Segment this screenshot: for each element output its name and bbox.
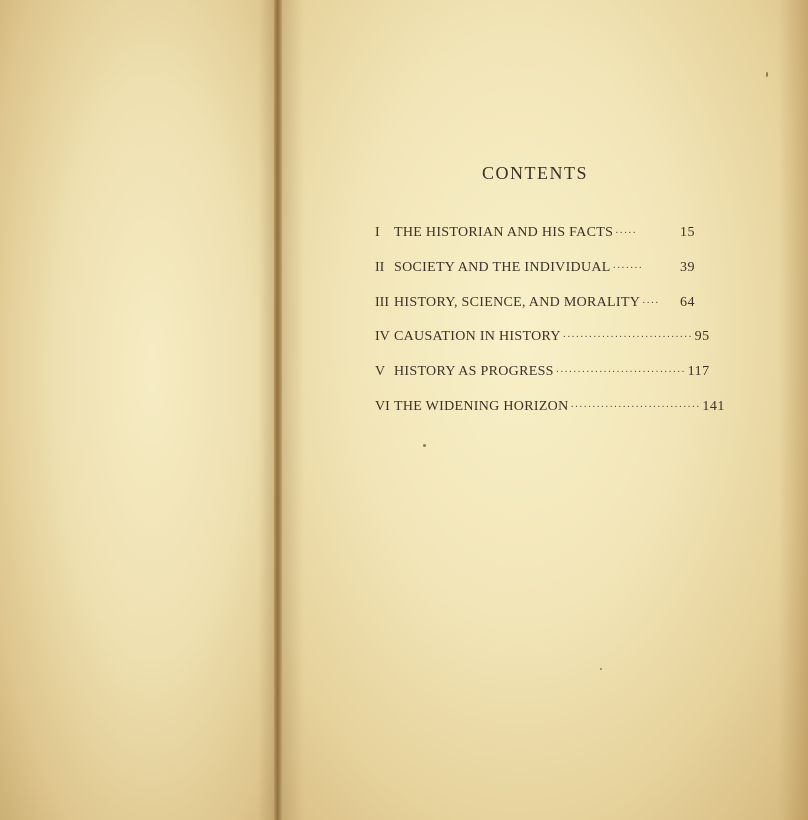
toc-entry	[375, 329, 710, 364]
table-of-contents	[375, 225, 725, 434]
chapter-number: III	[375, 294, 389, 310]
toc-entry	[375, 364, 710, 399]
paper-speck	[423, 444, 426, 447]
dot-leader: ·······	[612, 262, 643, 274]
toc-entry	[375, 398, 725, 434]
page-number: 15	[680, 225, 695, 240]
chapter-number: VI	[375, 398, 390, 414]
chapter-title: THE WIDENING HORIZON	[394, 398, 569, 414]
toc-entry	[375, 260, 695, 295]
chapter-title: HISTORY AS PROGRESS	[394, 364, 554, 380]
left-blank-page	[0, 0, 276, 820]
chapter-title: HISTORY, SCIENCE, AND MORALITY	[394, 294, 641, 310]
chapter-number: I	[375, 225, 380, 240]
paper-speck	[600, 668, 602, 670]
chapter-number: IV	[375, 329, 390, 345]
paper-speck	[766, 72, 768, 77]
chapter-number: II	[375, 259, 385, 275]
dot-leader: ······························	[562, 332, 693, 344]
dot-leader: ·····	[615, 228, 637, 239]
page-number: 95	[694, 329, 710, 345]
page-number: 117	[687, 364, 710, 380]
chapter-title: THE HISTORIAN AND HIS FACTS	[394, 225, 614, 240]
toc-entry	[375, 295, 695, 330]
toc-entry	[375, 225, 695, 260]
page-number: 141	[702, 398, 725, 414]
dot-leader: ····	[642, 297, 660, 309]
dot-leader: ······························	[570, 401, 701, 413]
dot-leader: ······························	[555, 367, 686, 379]
page-number: 39	[680, 259, 695, 275]
page-number: 64	[680, 294, 695, 310]
contents-page	[282, 0, 808, 820]
chapter-number: V	[375, 364, 386, 380]
chapter-title: CAUSATION IN HISTORY	[394, 329, 561, 345]
page-title: CONTENTS	[482, 163, 588, 183]
book-gutter	[274, 0, 282, 820]
chapter-title: SOCIETY AND THE INDIVIDUAL	[394, 259, 611, 275]
